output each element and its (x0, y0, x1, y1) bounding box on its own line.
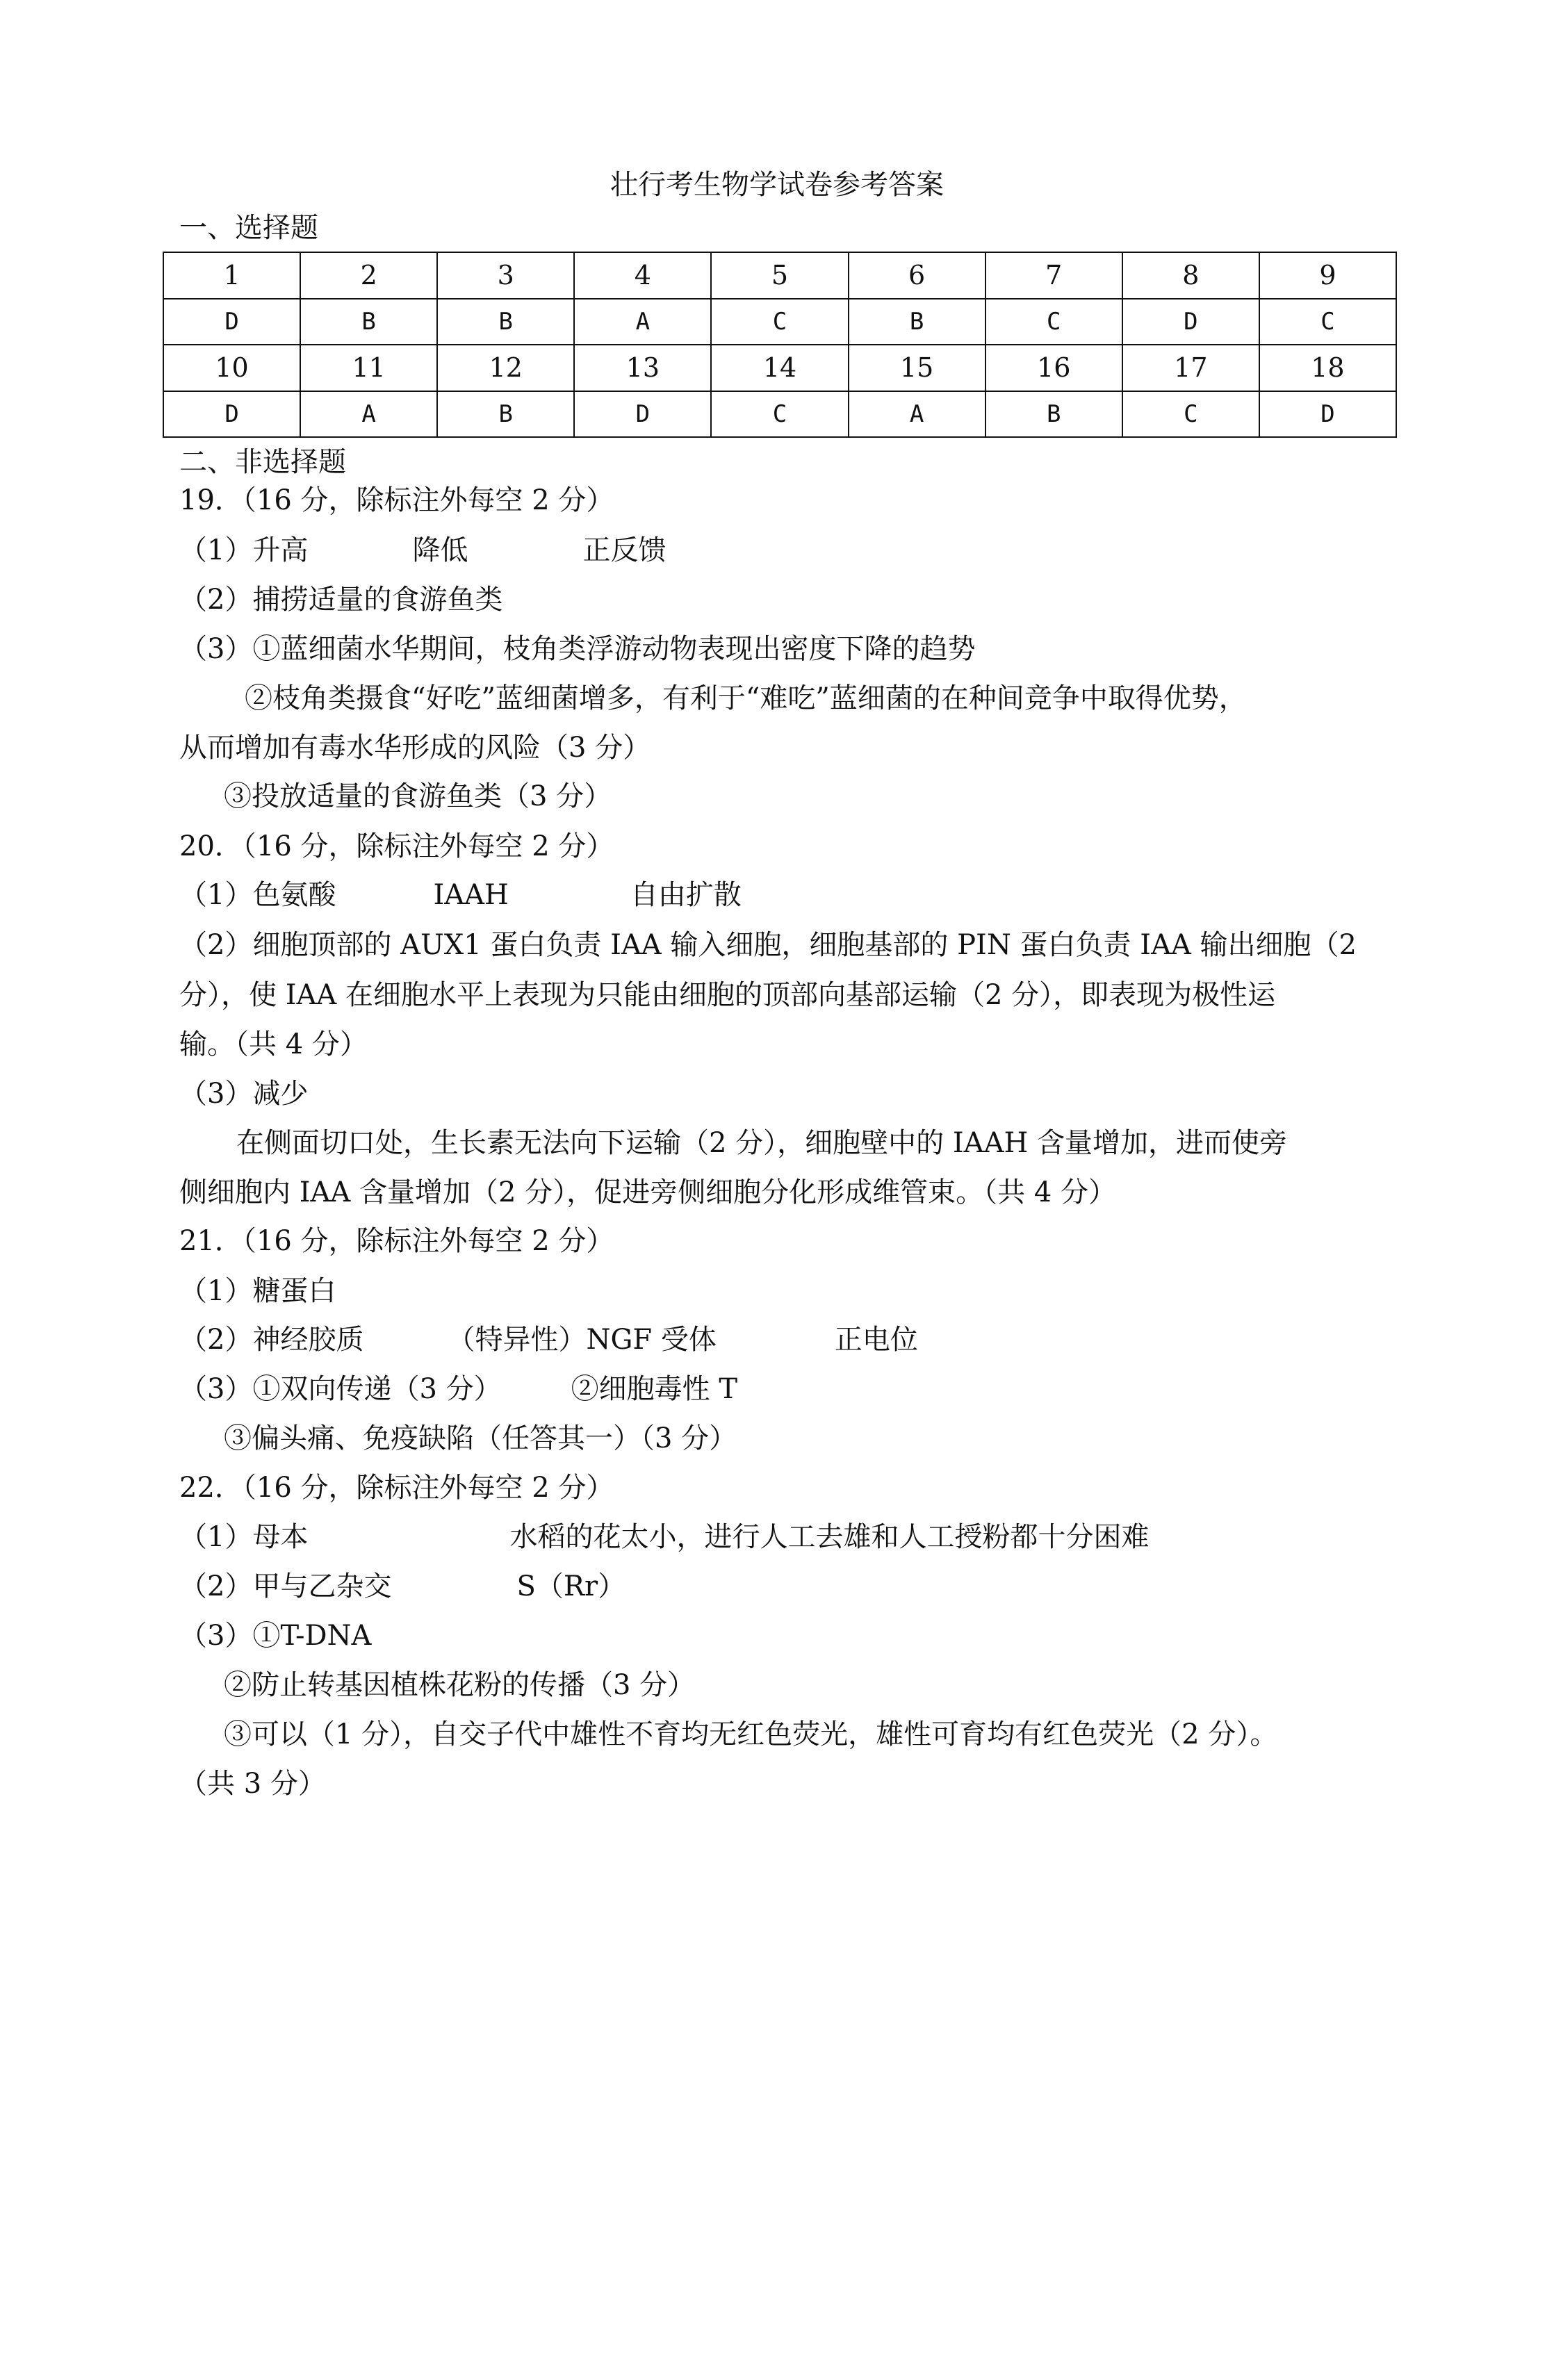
q20-part1-b: IAAH (433, 879, 509, 911)
q19-header: 19．（16 分，除标注外每空 2 分） (179, 484, 614, 516)
q22-part1 (179, 1518, 1149, 1557)
q22-part1-b: 水稻的花太小，进行人工去雄和人工授粉都十分困难 (509, 1521, 1150, 1553)
table-cell: 17 (1122, 345, 1259, 391)
page-title: 壮行考生物学试卷参考答案 (610, 169, 944, 201)
q22-part2-a: （2）甲与乙杂交 (179, 1570, 392, 1602)
table-cell: A (300, 391, 437, 438)
q20-part3: （3）减少 (179, 1078, 309, 1110)
q22-part2-b: S（Rr） (516, 1570, 626, 1602)
table-cell: 7 (985, 252, 1122, 299)
q21-part3-b: ②细胞毒性 T (571, 1373, 738, 1405)
q19-part3c: ③投放适量的食游鱼类（3 分） (224, 780, 612, 812)
section-heading-nonchoice: 二、非选择题 (179, 446, 346, 478)
q19-part1-a: （1）升高 (179, 534, 309, 566)
q20-part2c: 输。（共 4 分） (179, 1028, 368, 1060)
q20-part1-c: 自由扩散 (630, 879, 742, 911)
q21-part3 (179, 1370, 737, 1409)
q22-part3b: ②防止转基因植株花粉的传播（3 分） (224, 1669, 696, 1701)
table-cell: 14 (711, 345, 848, 391)
table-cell: C (711, 299, 848, 345)
q19-part1-c: 正反馈 (582, 534, 666, 566)
table-cell: 10 (163, 345, 300, 391)
table-row-numbers (163, 345, 1396, 391)
answer-table (163, 252, 1397, 438)
table-cell: D (1259, 391, 1396, 438)
table-cell: 16 (985, 345, 1122, 391)
table-cell: 13 (574, 345, 711, 391)
q19-part1-b: 降低 (412, 534, 468, 566)
table-cell: D (163, 299, 300, 345)
table-cell: 1 (163, 252, 300, 299)
table-row-numbers (163, 252, 1396, 299)
section-heading-choice: 一、选择题 (179, 212, 318, 244)
table-cell: 8 (1122, 252, 1259, 299)
q19-part3b: ②枝角类摄食“好吃”蓝细菌增多，有利于“难吃”蓝细菌的在种间竞争中取得优势， (245, 682, 1247, 714)
q20-part2a: （2）细胞顶部的 AUX1 蛋白负责 IAA 输入细胞，细胞基部的 PIN 蛋白负责 IAA 输出细胞（2 (179, 929, 1357, 961)
q19-part1 (179, 531, 666, 570)
table-cell: 18 (1259, 345, 1396, 391)
table-cell: D (163, 391, 300, 438)
q21-part2-b: （特异性）NGF 受体 (447, 1324, 717, 1356)
q19-part3b-cont: 从而增加有毒水华形成的风险（3 分） (179, 732, 651, 764)
table-row-answers (163, 391, 1396, 438)
table-cell: B (437, 391, 574, 438)
table-cell: A (574, 299, 711, 345)
q20-header: 20．（16 分，除标注外每空 2 分） (179, 830, 614, 862)
table-cell: C (1122, 391, 1259, 438)
table-cell: 2 (300, 252, 437, 299)
table-cell: D (574, 391, 711, 438)
table-row-answers (163, 299, 1396, 345)
q22-part3d: （共 3 分） (179, 1768, 326, 1800)
q21-header: 21．（16 分，除标注外每空 2 分） (179, 1225, 614, 1257)
q20-part1-a: （1）色氨酸 (179, 879, 336, 911)
table-cell: A (849, 391, 985, 438)
table-cell: 12 (437, 345, 574, 391)
q22-part3c: ③可以（1 分），自交子代中雄性不育均无红色荧光，雄性可育均有红色荧光（2 分）。 (224, 1718, 1278, 1750)
table-cell: 4 (574, 252, 711, 299)
table-cell: C (1259, 299, 1396, 345)
table-cell: 6 (849, 252, 985, 299)
q22-part2 (179, 1567, 625, 1606)
q21-part2 (179, 1320, 918, 1359)
q21-part1: （1）糖蛋白 (179, 1275, 336, 1307)
q21-part3c: ③偏头痛、免疫缺陷（任答其一）（3 分） (224, 1422, 737, 1454)
table-cell: B (437, 299, 574, 345)
q22-part1-a: （1）母本 (179, 1521, 309, 1553)
table-cell: 3 (437, 252, 574, 299)
table-cell: B (985, 391, 1122, 438)
q20-part3a: 在侧面切口处，生长素无法向下运输（2 分），细胞壁中的 IAAH 含量增加，进而使旁 (236, 1127, 1288, 1159)
table-cell: B (300, 299, 437, 345)
table-cell: 9 (1259, 252, 1396, 299)
table-cell: 15 (849, 345, 985, 391)
q21-part2-c: 正电位 (834, 1324, 918, 1356)
q21-part2-a: （2）神经胶质 (179, 1324, 364, 1356)
q22-part3: （3）①T-DNA (179, 1620, 372, 1652)
table-cell: 11 (300, 345, 437, 391)
table-cell: B (849, 299, 985, 345)
table-cell: D (1122, 299, 1259, 345)
q20-part1 (179, 876, 742, 914)
q20-part2b: 分），使 IAA 在细胞水平上表现为只能由细胞的顶部向基部运输（2 分），即表现为极性运 (179, 979, 1276, 1011)
table-cell: 5 (711, 252, 848, 299)
q21-part3-a: （3）①双向传递（3 分） (179, 1373, 502, 1405)
table-cell: C (711, 391, 848, 438)
q22-header: 22．（16 分，除标注外每空 2 分） (179, 1472, 614, 1504)
q19-part2: （2）捕捞适量的食游鱼类 (179, 584, 503, 616)
table-cell: C (985, 299, 1122, 345)
q19-part3a: （3）①蓝细菌水华期间，枝角类浮游动物表现出密度下降的趋势 (179, 633, 976, 665)
q20-part3b: 侧细胞内 IAA 含量增加（2 分），促进旁侧细胞分化形成维管束。（共 4 分） (179, 1176, 1117, 1208)
